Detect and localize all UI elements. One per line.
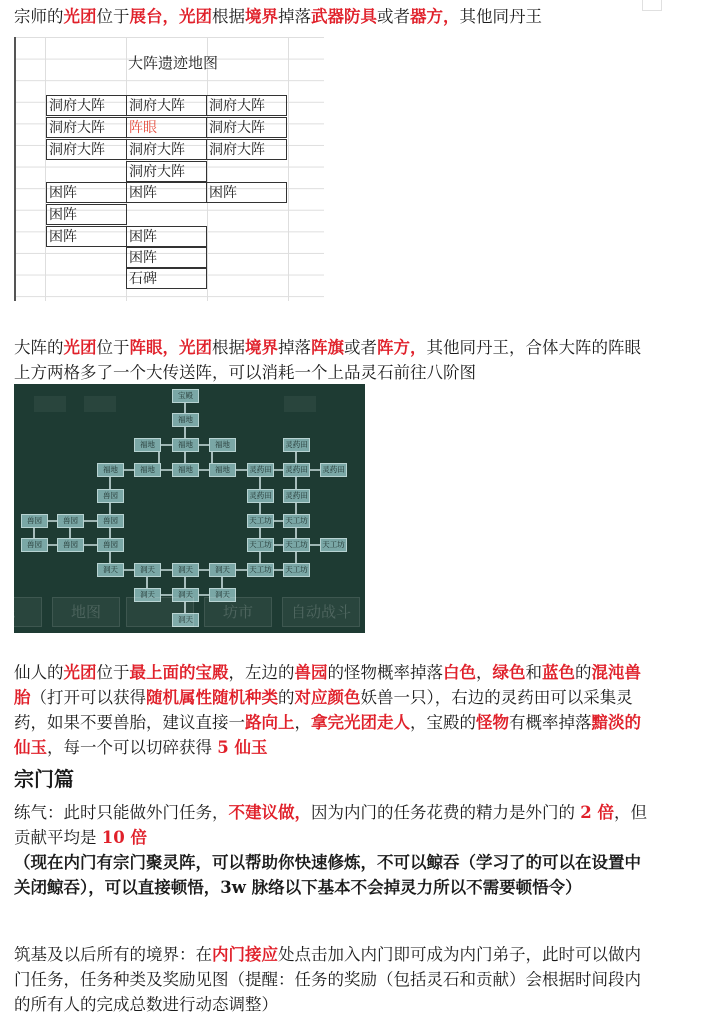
- sheet-cell: 困阵: [206, 182, 287, 203]
- sheet-cell: 洞府大阵: [206, 117, 287, 138]
- map-node[interactable]: 灵药田: [247, 489, 274, 503]
- map-node[interactable]: 洞天: [209, 588, 236, 602]
- map-node[interactable]: 灵药田: [283, 463, 310, 477]
- paragraph-xianren: 仙人的光团位于最上面的宝殿，左边的兽园的怪物概率掉落白色，绿色和蓝色的混沌兽胎（打开可以获得随机属性随机种类的对应颜色妖兽一只），右边的灵药田可以采集灵药，如果不要兽胎，建议直接一路向上，拿完光团走人，宝殿的怪物有概率掉落黯淡的仙玉，每一个可以切碎获得 5 仙玉: [14, 663, 641, 757]
- map-node[interactable]: 福地: [209, 463, 236, 477]
- sheet-cell: 洞府大阵: [46, 139, 127, 160]
- map-node[interactable]: 灵药田: [283, 489, 310, 503]
- map-node[interactable]: 天工坊: [247, 563, 274, 577]
- sheet-cell: 洞府大阵: [126, 161, 207, 182]
- sheet-cell: 洞府大阵: [206, 139, 287, 160]
- map-node[interactable]: 灵药田: [247, 463, 274, 477]
- map-node[interactable]: 福地: [172, 438, 199, 452]
- map-node[interactable]: 福地: [172, 463, 199, 477]
- map-node[interactable]: 兽园: [97, 489, 124, 503]
- game-map-screenshot: [0, 384, 365, 633]
- map-node[interactable]: 洞天: [172, 613, 199, 627]
- map-node[interactable]: 洞天: [172, 563, 199, 577]
- map-node[interactable]: 洞天: [97, 563, 124, 577]
- bottom-menu-market-button[interactable]: 坊市: [204, 597, 272, 627]
- paragraph-lianqi: 练气：此时只能做外门任务，不建议做，因为内门的任务花费的精力是外门的 2 倍，但贡献平均是 10 倍 （现在内门有宗门聚灵阵，可以帮助你快速修炼，不可以鲸吞（学习了的可以在设置中关闭鲸吞），可以直接顿悟，3w 脉络以下基本不会掉灵力所以不需要顿悟令）: [14, 803, 647, 897]
- map-node[interactable]: 兽园: [57, 538, 84, 552]
- map-node[interactable]: 兽园: [21, 514, 48, 528]
- sheet-cell: 洞府大阵: [206, 95, 287, 116]
- bottom-menu-button[interactable]: [126, 597, 194, 627]
- sheet-cell: 困阵: [126, 226, 207, 247]
- map-node[interactable]: 天工坊: [283, 563, 310, 577]
- map-node[interactable]: 洞天: [134, 588, 161, 602]
- map-node[interactable]: 兽园: [21, 538, 48, 552]
- map-node[interactable]: 福地: [134, 463, 161, 477]
- map-node[interactable]: 洞天: [172, 588, 199, 602]
- map-node[interactable]: 洞天: [209, 563, 236, 577]
- sheet-cell: 困阵: [46, 182, 127, 203]
- sheet-cell: 困阵: [46, 226, 127, 247]
- sheet-cell: 困阵: [126, 247, 207, 268]
- map-node[interactable]: 天工坊: [247, 514, 274, 528]
- map-node[interactable]: 洞天: [134, 563, 161, 577]
- map-node[interactable]: 福地: [172, 413, 199, 427]
- paragraph-dazhen: 大阵的光团位于阵眼，光团根据境界掉落阵旗或者阵方，其他同丹王，合体大阵的阵眼上方两格多了一个大传送阵，可以消耗一个上品灵石前往八阶图: [14, 338, 641, 382]
- map-node[interactable]: 兽园: [97, 514, 124, 528]
- bottom-menu-map-button[interactable]: 地图: [52, 597, 120, 627]
- sheet-cell-array-eye: 阵眼: [126, 117, 207, 138]
- map-node[interactable]: 灵药田: [283, 438, 310, 452]
- sheet-cell: 石碑: [126, 268, 207, 289]
- bottom-menu-button[interactable]: 乐: [0, 597, 42, 627]
- map-node[interactable]: 兽园: [57, 514, 84, 528]
- map-node[interactable]: 福地: [209, 438, 236, 452]
- array-ruins-map-sheet: [14, 37, 324, 301]
- map-node[interactable]: 天工坊: [320, 538, 347, 552]
- sheet-cell: 困阵: [126, 182, 207, 203]
- map-node[interactable]: 天工坊: [247, 538, 274, 552]
- map-node[interactable]: 灵药田: [320, 463, 347, 477]
- map-node[interactable]: 福地: [97, 463, 124, 477]
- sheet-title: 大阵遗迹地图: [128, 54, 219, 72]
- map-node-palace[interactable]: 宝殿: [172, 389, 199, 403]
- map-node[interactable]: 天工坊: [283, 514, 310, 528]
- sheet-cell: 洞府大阵: [46, 117, 127, 138]
- map-node[interactable]: 天工坊: [283, 538, 310, 552]
- paragraph-zongshi: 宗师的光团位于展台，光团根据境界掉落武器防具或者器方，其他同丹王: [14, 7, 542, 26]
- map-node[interactable]: 兽园: [97, 538, 124, 552]
- sheet-cell: 困阵: [46, 204, 127, 225]
- sheet-cell: 洞府大阵: [46, 95, 127, 116]
- sheet-cell: 洞府大阵: [126, 139, 207, 160]
- paragraph-zhuji: 筑基及以后所有的境界：在内门接应处点击加入内门即可成为内门弟子，此时可以做内门任务，任务种类及奖励见图（提醒：任务的奖励（包括灵石和贡献）会根据时间段内的所有人的完成总数进行动态调整）: [14, 945, 641, 1014]
- sheet-cell: 洞府大阵: [126, 95, 207, 116]
- section-heading-zongmen: 宗门篇: [14, 767, 74, 791]
- bottom-menu-autobattle-button[interactable]: 自动战斗: [282, 597, 360, 627]
- map-node[interactable]: 福地: [134, 438, 161, 452]
